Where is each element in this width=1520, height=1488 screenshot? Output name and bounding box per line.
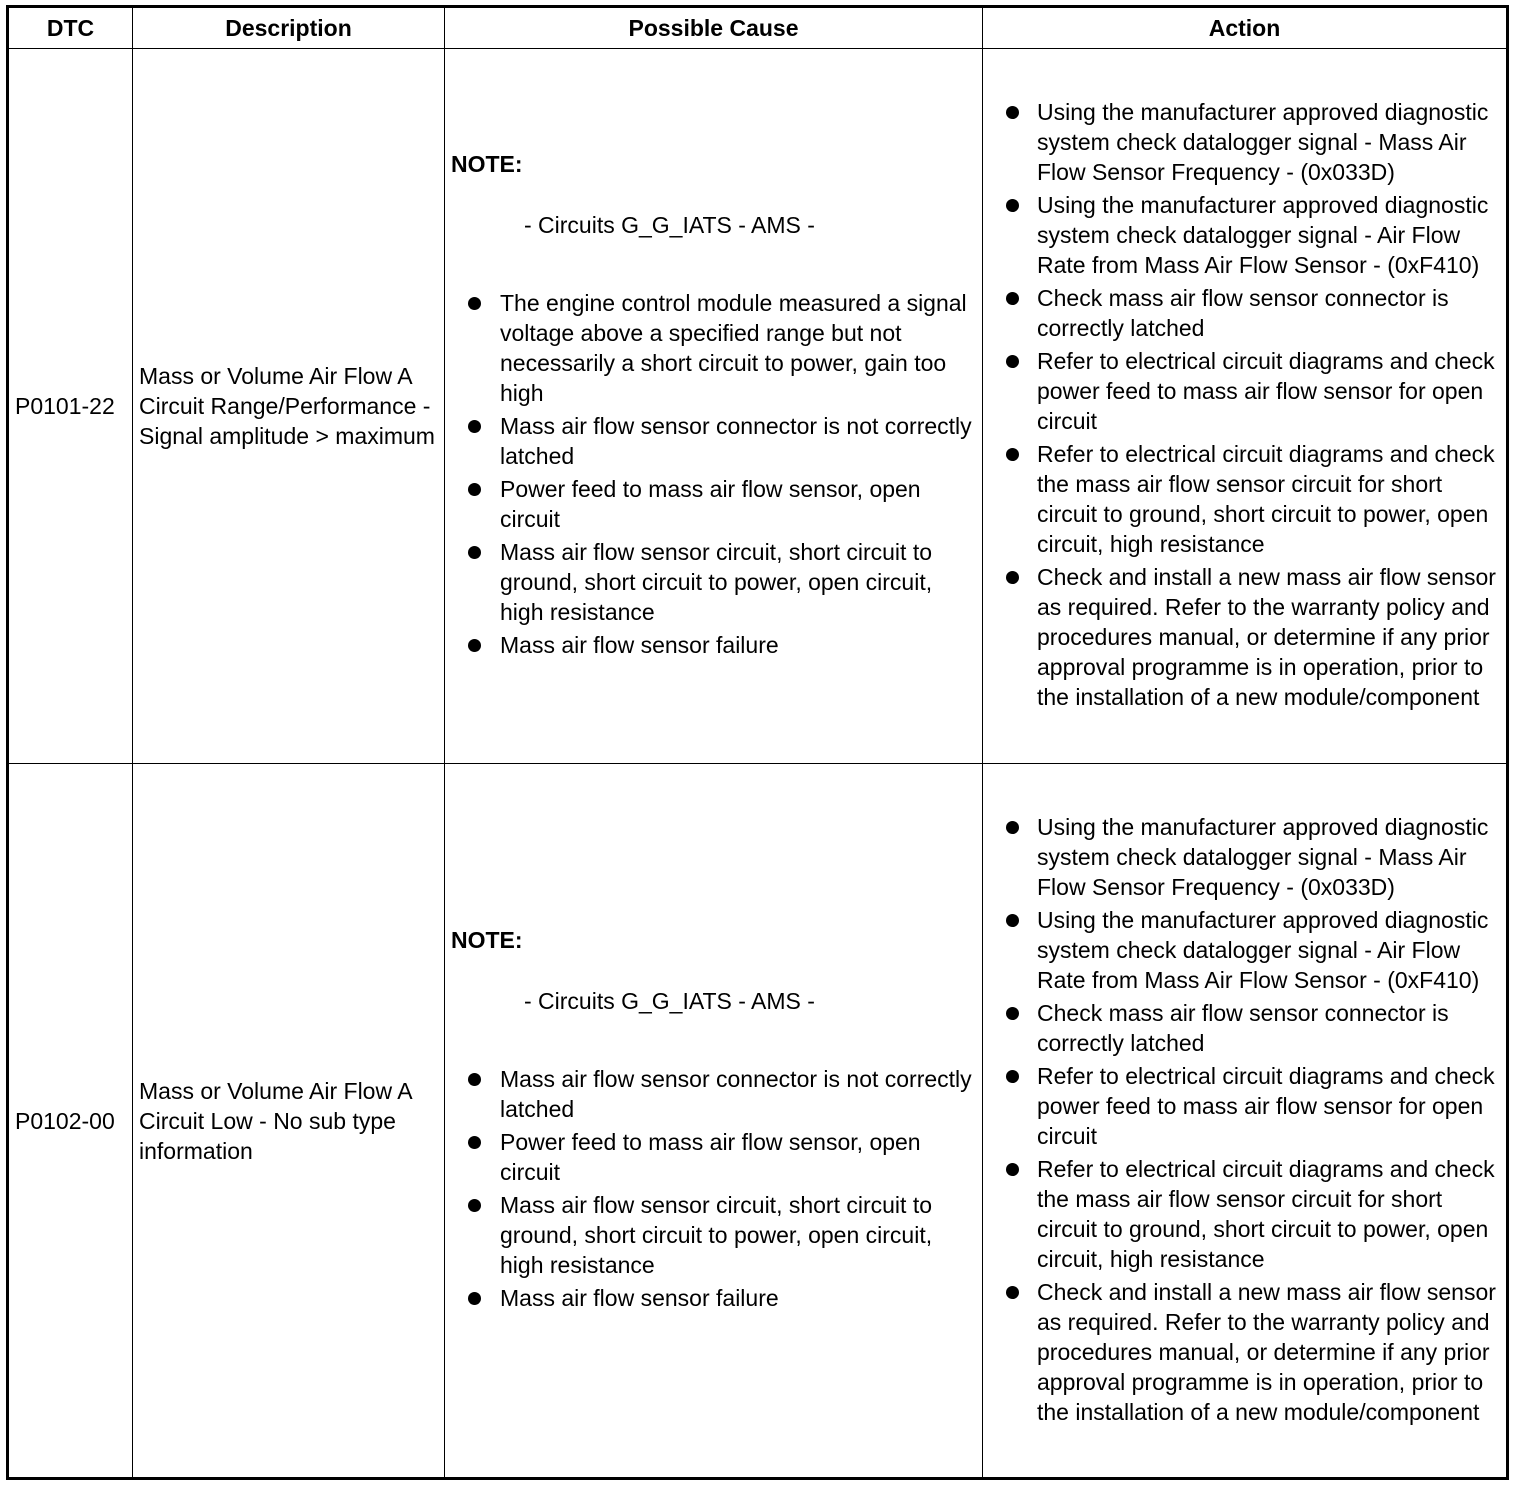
cause-list [451, 288, 978, 660]
bullet-icon [1006, 355, 1019, 368]
action-text: Refer to electrical circuit diagrams and check the mass air flow sensor circuit for short circuit to ground, short circuit to power, open circuit, high resistance [1037, 441, 1495, 557]
dtc-code: P0101-22 [8, 49, 133, 764]
note-circuits: - Circuits G_G_IATS - AMS - [524, 212, 815, 238]
action-item [983, 346, 1502, 436]
action-text: Refer to electrical circuit diagrams and check power feed to mass air flow sensor for open circuit [1037, 1062, 1495, 1149]
action-item [983, 1277, 1502, 1427]
cause-text: Mass air flow sensor connector is not correctly latched [500, 1066, 972, 1122]
cause-item [451, 537, 978, 627]
bullet-icon [468, 297, 481, 310]
action-item [983, 439, 1502, 559]
cause-item [451, 1127, 978, 1187]
action-text: Refer to electrical circuit diagrams and check the mass air flow sensor circuit for short circuit to ground, short circuit to power, open circuit, high resistance [1037, 1155, 1495, 1272]
bullet-icon [1006, 448, 1019, 461]
table-body [8, 49, 1508, 1479]
bullet-icon [468, 1136, 481, 1149]
bullet-icon [1006, 292, 1019, 305]
action-item [983, 1154, 1502, 1274]
possible-cause-cell [445, 49, 983, 764]
cause-text: Power feed to mass air flow sensor, open circuit [500, 1129, 921, 1185]
dtc-code: P0102-00 [8, 764, 133, 1479]
bullet-icon [1006, 914, 1019, 927]
header-description: Description [133, 7, 445, 49]
header-dtc: DTC [8, 7, 133, 49]
action-item [983, 190, 1502, 280]
bullet-icon [1006, 821, 1019, 834]
action-text: Using the manufacturer approved diagnostic system check datalogger signal - Air Flow Rate from Mass Air Flow Sensor - (0xF410) [1037, 192, 1489, 278]
action-list [983, 812, 1502, 1427]
cause-item [451, 411, 978, 471]
header-action: Action [983, 7, 1508, 49]
dtc-description: Mass or Volume Air Flow A Circuit Range/Performance - Signal amplitude > maximum [133, 49, 445, 764]
action-text: Check mass air flow sensor connector is correctly latched [1037, 999, 1449, 1056]
action-item [983, 97, 1502, 187]
bullet-icon [468, 420, 481, 433]
action-text: Using the manufacturer approved diagnostic system check datalogger signal - Mass Air Flow Sensor Frequency - (0x033D) [1037, 99, 1489, 185]
action-cell [983, 764, 1508, 1479]
cause-text: Power feed to mass air flow sensor, open circuit [500, 476, 921, 532]
table-row [8, 764, 1508, 1479]
note-label: NOTE: [451, 151, 523, 177]
bullet-icon [1006, 199, 1019, 212]
action-text: Using the manufacturer approved diagnostic system check datalogger signal - Air Flow Rate from Mass Air Flow Sensor - (0xF410) [1037, 906, 1489, 993]
bullet-icon [468, 1292, 481, 1305]
cause-text: Mass air flow sensor failure [500, 632, 779, 658]
cause-text: Mass air flow sensor failure [500, 1285, 779, 1311]
action-list [983, 97, 1502, 712]
note-label: NOTE: [451, 927, 523, 953]
dtc-description: Mass or Volume Air Flow A Circuit Low - No sub type information [133, 764, 445, 1479]
action-text: Refer to electrical circuit diagrams and check power feed to mass air flow sensor for open circuit [1037, 348, 1495, 434]
action-item [983, 1061, 1502, 1151]
header-row [8, 7, 1508, 49]
action-item [983, 283, 1502, 343]
cause-text: The engine control module measured a signal voltage above a specified range but not necessarily a short circuit to power, gain too high [500, 290, 967, 406]
bullet-icon [1006, 1163, 1019, 1176]
cause-item [451, 288, 978, 408]
action-item [983, 905, 1502, 995]
action-item [983, 812, 1502, 902]
action-item [983, 998, 1502, 1058]
possible-cause-cell [445, 764, 983, 1479]
cause-item [451, 1064, 978, 1124]
cause-text: Mass air flow sensor circuit, short circuit to ground, short circuit to power, open circuit, high resistance [500, 539, 933, 625]
action-text: Using the manufacturer approved diagnostic system check datalogger signal - Mass Air Flow Sensor Frequency - (0x033D) [1037, 813, 1489, 900]
action-text: Check and install a new mass air flow sensor as required. Refer to the warranty policy and procedures manual, or determine if any prior approval programme is in operation, prior to the installation of a new module/component [1037, 1278, 1496, 1425]
cause-text: Mass air flow sensor connector is not correctly latched [500, 413, 972, 469]
table-row [8, 49, 1508, 764]
bullet-icon [468, 1073, 481, 1086]
note-circuits: - Circuits G_G_IATS - AMS - [524, 988, 815, 1014]
bullet-icon [468, 546, 481, 559]
cause-list [451, 1064, 978, 1313]
cause-item [451, 1283, 978, 1313]
bullet-icon [1006, 1070, 1019, 1083]
table-header [8, 7, 1508, 49]
bullet-icon [1006, 571, 1019, 584]
action-text: Check and install a new mass air flow sensor as required. Refer to the warranty policy and procedures manual, or determine if any prior approval programme is in operation, prior to the installation of a new module/component [1037, 564, 1496, 710]
dtc-table [6, 5, 1509, 1480]
bullet-icon [468, 1199, 481, 1212]
cause-text: Mass air flow sensor circuit, short circuit to ground, short circuit to power, open circuit, high resistance [500, 1192, 933, 1278]
cause-item [451, 474, 978, 534]
bullet-icon [468, 483, 481, 496]
action-cell [983, 49, 1508, 764]
cause-item [451, 1190, 978, 1280]
cause-item [451, 630, 978, 660]
bullet-icon [1006, 1286, 1019, 1299]
action-text: Check mass air flow sensor connector is correctly latched [1037, 285, 1449, 341]
bullet-icon [468, 639, 481, 652]
bullet-icon [1006, 1007, 1019, 1020]
header-possible-cause: Possible Cause [445, 7, 983, 49]
action-item [983, 562, 1502, 712]
bullet-icon [1006, 106, 1019, 119]
